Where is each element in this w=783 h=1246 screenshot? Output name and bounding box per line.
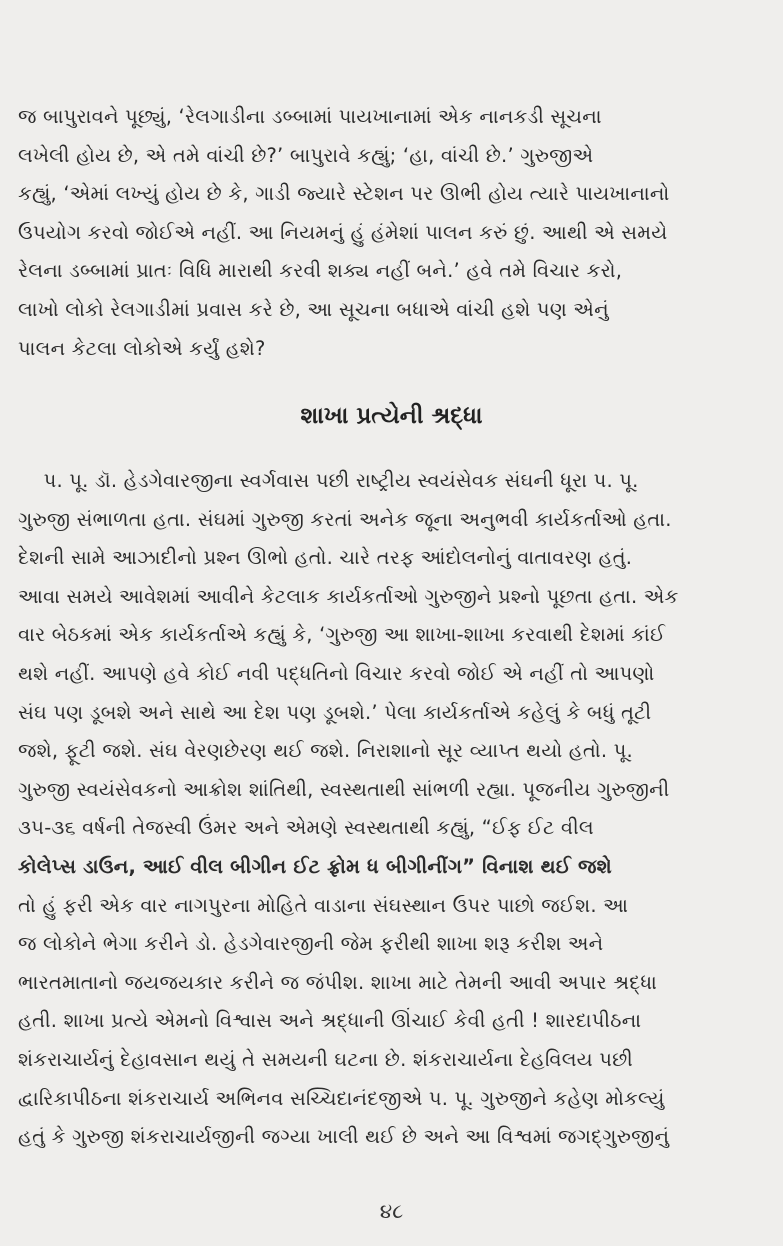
quote-line: કોલેપ્સ ડાઉન, આઈ વીલ બીગીન ઈટ ફ્રોમ ધ બીગીનીંગ” વિનાશ થઈ જશે: [18, 854, 612, 878]
text-line: સંઘ પણ ડૂબશે અને સાથે આ દેશ પણ ડૂબશે.’ પેલા કાર્યકર્તાએ કહેલું કે બધું તૂટી: [18, 700, 652, 724]
text-line: દેશની સામે આઝાદીનો પ્રશ્ન ઊભો હતો. ચારે તરફ આંદોલનોનું વાતાવરણ હતું.: [18, 546, 633, 570]
paragraph-main: [18, 462, 766, 1157]
text-line: લખેલી હોય છે, એ તમે વાંચી છે?’ બાપુરાવે કહ્યું; ‘હા, વાંચી છે.’ ગુરુજીએ: [18, 143, 594, 167]
text-line: દ્વારિકાપીઠના શંકરાચાર્ય અભિનવ સચ્ચિદાનંદજીએ પ. પૂ. ગુરુજીને કહેણ મોકલ્યું: [18, 1086, 665, 1110]
paragraph-continued: [18, 98, 766, 368]
text-line: ઉપયોગ કરવો જોઈએ નહીં. આ નિયમનું હું હંમેશાં પાલન કરું છું. આથી એ સમયે: [18, 220, 668, 244]
text-line: હતી. શાખા પ્રત્યે એમનો વિશ્વાસ અને શ્રદ્ધાની ઊંચાઈ કેવી હતી ! શારદાપીઠના: [18, 1009, 642, 1033]
text-line: થશે નહીં. આપણે હવે કોઈ નવી પદ્ધતિનો વિચાર કરવો જોઈ એ નહીં તો આપણો: [18, 661, 655, 685]
section-heading: શાખા પ્રત્યેની શ્રદ્ધા: [300, 403, 483, 429]
text-line: પાલન કેટલા લોકોએ કર્યું હશે?: [18, 336, 266, 360]
text-line: ગુરુજી સંભાળતા હતા. સંઘમાં ગુરુજી કરતાં અનેક જૂના અનુભવી કાર્યકર્તાઓ હતા.: [18, 507, 672, 531]
text-line: ભારતમાતાનો જયજયકાર કરીને જ જંપીશ. શાખા માટે તેમની આવી અપાર શ્રદ્ધા: [18, 970, 657, 994]
text-line: શંકરાચાર્યનું દેહાવસાન થયું તે સમયની ઘટના છે. શંકરાચાર્યના દેહવિલય પછી: [18, 1047, 633, 1071]
text-line: લાખો લોકો રેલગાડીમાં પ્રવાસ કરે છે, આ સૂચના બધાએ વાંચી હશે પણ એનું: [18, 297, 609, 321]
text-line: આવા સમયે આવેશમાં આવીને કેટલાક કાર્યકર્તાઓ ગુરુજીને પ્રશ્નો પૂછતા હતા. એક: [18, 584, 679, 608]
text-line: તો હું ફરી એક વાર નાગપુરના મોહિતે વાડાના સંઘસ્થાન ઉપર પાછો જઈશ. આ: [18, 893, 629, 917]
text-line: જ લોકોને ભેગા કરીને ડો. હેડગેવારજીની જેમ ફરીથી શાખા શરૂ કરીશ અને: [18, 932, 604, 956]
text-line: જ બાપુરાવને પૂછ્યું, ‘રેલગાડીના ડબ્બામાં પાયખાનામાં એક નાનકડી સૂચના: [18, 105, 602, 128]
text-line: રેલના ડબ્બામાં પ્રાતઃ વિધિ મારાથી કરવી શક્ય નહીં બને.’ હવે તમે વિચાર કરો,: [18, 259, 623, 283]
text-line: ૩૫-૩૬ વર્ષની તેજસ્વી ઉંમર અને એમણે સ્વસ્થતાથી કહ્યું, “ઈફ ઈટ વીલ: [18, 816, 594, 840]
text-line: પ. પૂ. ડૉ. હેડગેવારજીના સ્વર્ગવાસ પછી રાષ્ટ્રીય સ્વયંસેવક સંઘની ધૂરા પ. પૂ.: [18, 469, 639, 492]
page-number: ૪૮: [379, 1199, 404, 1223]
text-line: ગુરુજી સ્વયંસેવકનો આક્રોશ શાંતિથી, સ્વસ્થતાથી સાંભળી રહ્યા. પૂજનીય ગુરુજીની: [18, 777, 670, 801]
text-line: કહ્યું, ‘એમાં લખ્યું હોય છે કે, ગાડી જ્યારે સ્ટેશન પર ઊભી હોય ત્યારે પાયખાનાનો: [18, 182, 670, 206]
text-line: વાર બેઠકમાં એક કાર્યકર્તાએ કહ્યું કે, ‘ગુરુજી આ શાખા-શાખા કરવાથી દેશમાં કાંઈ: [18, 623, 666, 647]
text-line: જશે, ફૂટી જશે. સંઘ વેરણછેરણ થઈ જશે. નિરાશાનો સૂર વ્યાપ્ત થયો હતો. પૂ.: [18, 739, 633, 763]
text-line: હતું કે ગુરુજી શંકરાચાર્યજીની જગ્યા ખાલી થઈ છે અને આ વિશ્વમાં જગદ્‌ગુરુજીનું: [18, 1125, 670, 1149]
